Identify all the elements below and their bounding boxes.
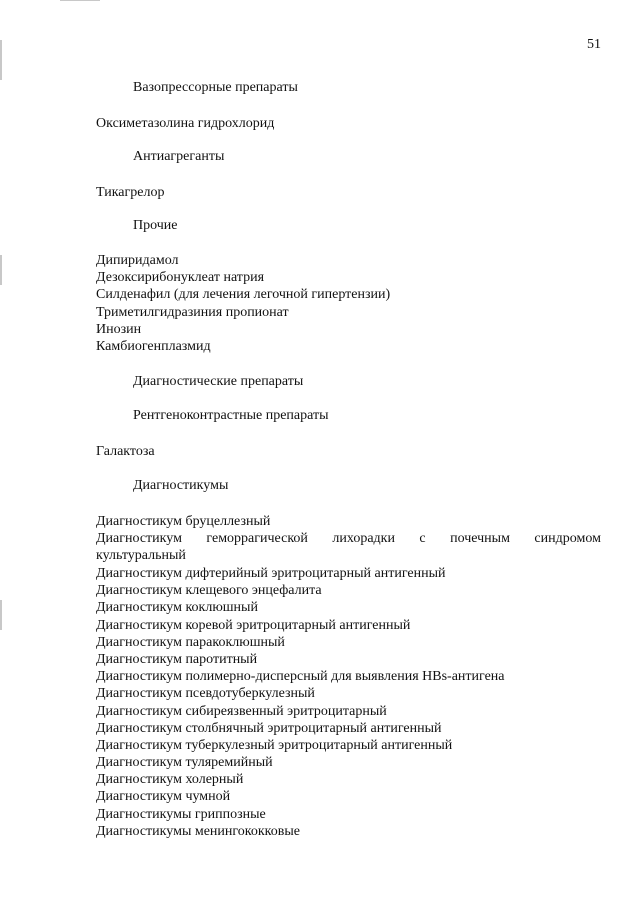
- diagnosticum-item: Диагностикум коклюшный: [96, 600, 258, 616]
- section-heading-antiplatelets: Антиагреганты: [133, 149, 225, 164]
- diagnosticum-item: Диагностикумы гриппозные: [96, 806, 266, 822]
- drug-item: Дезоксирибонуклеат натрия: [96, 270, 265, 286]
- section-heading-diagnosticums: Диагностикумы: [133, 478, 229, 493]
- scan-edge-mark: [0, 255, 2, 285]
- diagnosticum-item: Диагностикум паротитный: [96, 651, 258, 667]
- diagnosticum-item: Диагностикумы менингококковые: [96, 823, 301, 839]
- page-number: 51: [587, 37, 601, 52]
- section-heading-vasopressors: Вазопрессорные препараты: [133, 80, 298, 95]
- wrapped-line: культуральный: [96, 548, 186, 563]
- diagnosticum-item-wrapped: [96, 530, 601, 564]
- diagnosticum-item: Диагностикум сибиреязвенный эритроцитарный: [96, 703, 387, 719]
- diagnosticum-item: Диагностикум коревой эритроцитарный антигенный: [96, 617, 411, 633]
- drug-item: Тикагрелор: [96, 185, 165, 200]
- drug-item: Инозин: [96, 321, 142, 337]
- section-heading-contrast: Рентгеноконтрастные препараты: [133, 408, 329, 423]
- word: с: [419, 531, 426, 546]
- drug-item: Дипиридамол: [96, 253, 179, 268]
- section-heading-diagnostics: Диагностические препараты: [133, 374, 304, 389]
- scan-edge-mark: [0, 600, 2, 630]
- diagnosticums-list: [96, 565, 505, 840]
- drug-item: Оксиметазолина гидрохлорид: [96, 116, 275, 131]
- word: лихорадки: [332, 531, 395, 546]
- justified-line: [96, 530, 601, 547]
- diagnosticum-item: Диагностикум полимерно-дисперсный для выявления HBs-антигена: [96, 669, 505, 685]
- drug-item: Силденафил (для лечения легочной гипертензии): [96, 287, 391, 303]
- diagnosticum-item: Диагностикум псевдотуберкулезный: [96, 686, 315, 702]
- diagnosticum-item: Диагностикум туберкулезный эритроцитарный антигенный: [96, 737, 453, 753]
- diagnosticum-item: Диагностикум столбнячный эритроцитарный антигенный: [96, 720, 442, 736]
- diagnosticum-item: Диагностикум бруцеллезный: [96, 514, 271, 529]
- diagnosticum-item: Диагностикум холерный: [96, 772, 244, 788]
- drug-item: Камбиогенплазмид: [96, 338, 211, 354]
- word: почечным: [450, 531, 510, 546]
- scan-edge-mark: [0, 40, 2, 80]
- scan-artifact-line: [60, 0, 100, 1]
- word: Диагностикум: [96, 531, 182, 546]
- word: синдромом: [534, 531, 601, 546]
- diagnosticum-item: Диагностикум паракоклюшный: [96, 634, 285, 650]
- section-heading-other: Прочие: [133, 218, 178, 233]
- diagnosticum-item: Диагностикум чумной: [96, 789, 231, 805]
- word: геморрагической: [206, 531, 308, 546]
- diagnosticum-item: Диагностикум клещевого энцефалита: [96, 583, 322, 599]
- drug-item: Триметилгидразиния пропионат: [96, 304, 289, 320]
- drug-item: Галактоза: [96, 444, 155, 459]
- diagnosticum-item: Диагностикум дифтерийный эритроцитарный антигенный: [96, 566, 446, 581]
- other-drugs-list: [96, 252, 390, 355]
- diagnosticum-item: Диагностикум туляремийный: [96, 755, 273, 771]
